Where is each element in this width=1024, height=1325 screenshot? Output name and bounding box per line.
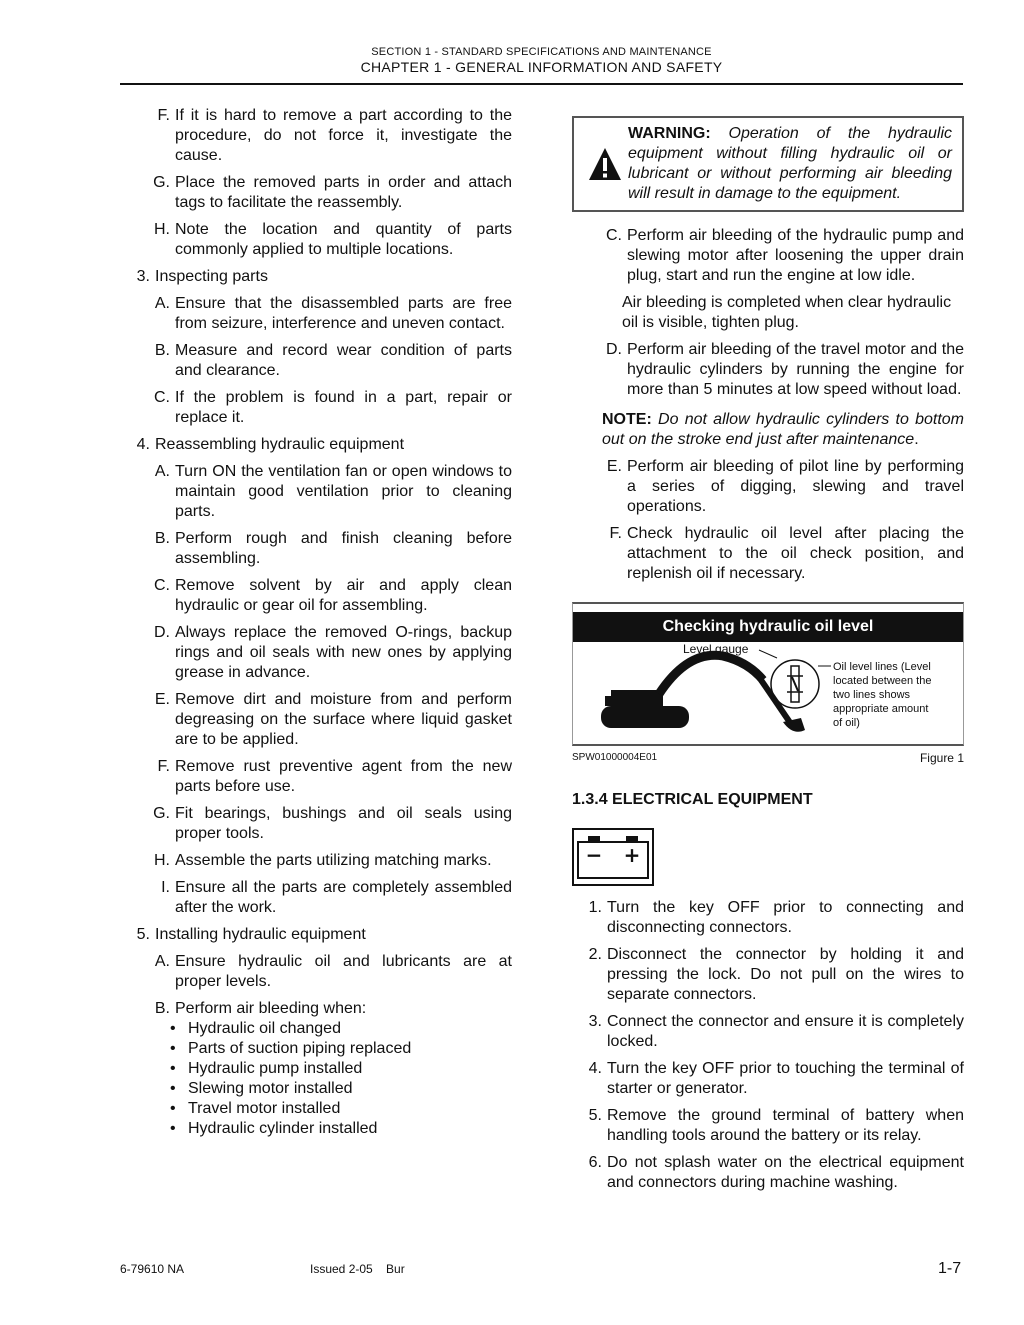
svg-text:+: + [623,843,641,867]
list-item: F. Check hydraulic oil level after placing the attachment to the oil check position, and replenish oil if necessary. [609,525,964,582]
bullet-item: • Travel motor installed [170,1100,341,1117]
list-item: 1. Turn the key OFF prior to connecting and disconnecting connectors. [588,899,964,936]
list-item: C. Perform air bleeding of the hydraulic pump and slewing motor after loosening the upper drain plug, start and run the engine at low idle. [606,227,964,284]
list-item: G. Place the removed parts in order and attach tags to facilitate the reassembly. [153,174,512,211]
excavator-illustration [573,644,963,744]
warning-box [572,116,964,212]
oil-level-lines-label: Oil level lines (Level located between the two lines shows appropriate amount of oil) [833,661,932,729]
list-item: A. Turn ON the ventilation fan or open windows to maintain good ventilation prior to cleaning parts. [154,463,512,520]
section-title: SECTION 1 - STANDARD SPECIFICATIONS AND MAINTENANCE [371,46,712,58]
list-item: F. Remove rust preventive agent from the new parts before use. [157,758,512,795]
list-item: E. Perform air bleeding of pilot line by performing a series of digging, slewing and travel operations. [606,458,964,515]
list-item: 6. Do not splash water on the electrical equipment and connectors during machine washing. [588,1154,964,1191]
level-gauge-label: Level gauge [683,644,749,656]
bullet-item: • Slewing motor installed [170,1080,353,1097]
list-item: I. Ensure all the parts are completely assembled after the work. [161,879,512,916]
step-heading: 3. Inspecting parts [136,268,268,285]
list-item: 5. Remove the ground terminal of battery when handling tools around the battery or its relay. [588,1107,964,1144]
list-item: 3. Connect the connector and ensure it is completely locked. [588,1013,964,1050]
page-number: 1-7 [938,1260,962,1277]
svg-text:−: − [585,843,603,867]
list-item: C. If the problem is found in a part, repair or replace it. [154,389,512,426]
list-item: A. Ensure that the disassembled parts are free from seizure, interference and uneven contact. [154,295,512,332]
bullet-item: • Hydraulic oil changed [170,1020,341,1037]
list-item: H. Assemble the parts utilizing matching marks. [154,852,492,869]
list-item: B. Measure and record wear condition of parts and clearance. [154,342,512,379]
figure-code: SPW01000004E01 [572,752,658,763]
warning-icon [582,146,628,182]
oil-level-figure [572,602,964,746]
battery-icon [572,828,654,886]
list-item: G. Fit bearings, bushings and oil seals using proper tools. [153,805,512,842]
header-rule [120,83,963,85]
bullet-item: • Hydraulic pump installed [170,1060,363,1077]
issue-info: Issued 2-05 Bur [310,1262,405,1276]
bullet-item: • Hydraulic cylinder installed [170,1120,378,1137]
page-header [120,46,963,76]
list-item: B. Perform rough and finish cleaning before assembling. [154,530,512,567]
list-item: F. If it is hard to remove a part according to the procedure, do not force it, investigate the cause. [157,107,512,164]
list-item: C. Remove solvent by air and apply clean hydraulic or gear oil for assembling. [154,577,512,614]
list-item: D. Always replace the removed O-rings, backup rings and oil seals with new ones by applying grease in advance. [154,624,512,681]
note: NOTE: Do not allow hydraulic cylinders to bottom out on the stroke end just after maintenance. [602,411,964,448]
chapter-title: CHAPTER 1 - GENERAL INFORMATION AND SAFETY [360,59,723,76]
left-column [120,106,512,1139]
list-item: H. Note the location and quantity of parts commonly applied to multiple locations. [154,221,512,258]
step-heading: 5. Installing hydraulic equipment [136,926,366,943]
figure-number: Figure 1 [919,751,964,765]
list-item: E. Remove dirt and moisture from and perform degreasing on the surface where liquid gasket are to be applied. [154,691,512,748]
list-item: 2. Disconnect the connector by holding it and pressing the lock. Do not pull on the wires to separate connectors. [588,946,964,1003]
document-number: 6-79610 NA [120,1262,185,1276]
bullet-item: • Parts of suction piping replaced [170,1040,412,1057]
bullet-list [170,1019,512,1139]
right-column [572,116,964,1200]
step-heading: 4. Reassembling hydraulic equipment [136,436,405,453]
figure-caption [572,748,964,768]
figure-title: Checking hydraulic oil level [573,612,963,642]
list-item: 4. Turn the key OFF prior to touching the terminal of starter or generator. [588,1060,964,1097]
list-item: D. Perform air bleeding of the travel motor and the hydraulic cylinders by running the engine for more than 5 minutes at low speed without load. [606,341,964,398]
list-item: B. Perform air bleeding when: [154,1000,367,1017]
list-item: A. Ensure hydraulic oil and lubricants are at proper levels. [154,953,512,990]
section-heading: 1.3.4 ELECTRICAL EQUIPMENT [572,791,813,808]
warning-text: WARNING: Operation of the hydraulic equipment without filling hydraulic oil or lubricant or without performing air bleeding will result in damage to the equipment. [628,125,953,202]
paragraph: Air bleeding is completed when clear hydraulic oil is visible, tighten plug. [622,294,952,331]
